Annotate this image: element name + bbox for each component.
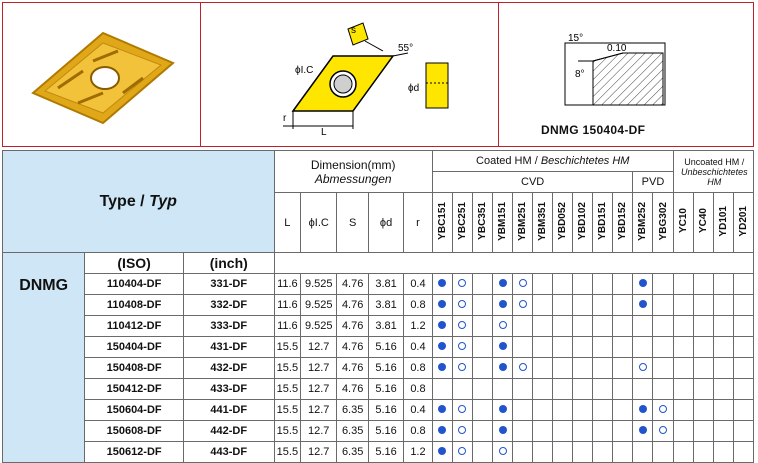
cell-s: 4.76 (337, 358, 369, 379)
cell-iso: 110412-DF (85, 316, 184, 337)
stock-open-dot (653, 421, 673, 442)
cell-L: 15.5 (274, 337, 301, 358)
cell-inch: 333-DF (183, 316, 274, 337)
stock-filled-dot (493, 421, 513, 442)
cell-ic: 12.7 (301, 379, 337, 400)
cell-iso: 110404-DF (85, 274, 184, 295)
grade-cell (533, 316, 553, 337)
stock-filled-dot (493, 400, 513, 421)
cell-d: 5.16 (369, 379, 404, 400)
grade-cell (472, 295, 492, 316)
cvd-header: CVD (432, 172, 632, 193)
cell-L: 15.5 (274, 442, 301, 463)
stock-open-dot (452, 337, 472, 358)
cell-s: 6.35 (337, 421, 369, 442)
grade-cell (533, 358, 553, 379)
grade-cell (673, 379, 693, 400)
cell-L: 11.6 (274, 295, 301, 316)
stock-filled-dot (432, 274, 452, 295)
cell-inch: 433-DF (183, 379, 274, 400)
grade-cell (673, 421, 693, 442)
cell-ic: 12.7 (301, 400, 337, 421)
grade-cell (553, 274, 573, 295)
insert-drawing (273, 11, 473, 141)
cell-ic: 12.7 (301, 421, 337, 442)
col-ic: ϕI.C (301, 193, 337, 253)
col-r: r (404, 193, 433, 253)
stock-open-dot (513, 358, 533, 379)
grade-cell (573, 274, 593, 295)
stock-filled-dot (493, 274, 513, 295)
grade-cell (713, 316, 733, 337)
grade-cell (693, 316, 713, 337)
grade-cell (573, 358, 593, 379)
grade-cell (693, 337, 713, 358)
grade-cell (472, 337, 492, 358)
grade-cell (713, 379, 733, 400)
stock-filled-dot (432, 295, 452, 316)
grade-label: YBD102 (577, 202, 589, 240)
type-header: Type / Typ (3, 151, 275, 253)
grade-cell (733, 337, 753, 358)
grade-cell (553, 337, 573, 358)
grade-cell (673, 316, 693, 337)
cell-inch: 331-DF (183, 274, 274, 295)
label-55: 55° (398, 43, 414, 54)
table-row (3, 400, 754, 421)
cell-s: 4.76 (337, 379, 369, 400)
cell-r: 0.4 (404, 400, 433, 421)
stock-open-dot (653, 400, 673, 421)
grade-cell (733, 295, 753, 316)
label-r: r (283, 113, 287, 124)
grade-cell (573, 379, 593, 400)
grade-cell (693, 274, 713, 295)
grade-cell (533, 274, 553, 295)
table-row (3, 421, 754, 442)
iso-header: (ISO) (85, 253, 184, 274)
grade-header (493, 193, 513, 253)
cell-inch: 332-DF (183, 295, 274, 316)
cell-iso: 110408-DF (85, 295, 184, 316)
stock-open-dot (452, 295, 472, 316)
cell-ic: 9.525 (301, 295, 337, 316)
grade-cell (733, 316, 753, 337)
label-d: ϕd (408, 83, 420, 94)
grade-cell (653, 274, 673, 295)
cell-r: 0.8 (404, 379, 433, 400)
stock-filled-dot (493, 295, 513, 316)
spec-table (2, 150, 754, 463)
grade-cell (533, 400, 553, 421)
grade-cell (673, 337, 693, 358)
grade-cell (553, 421, 573, 442)
grade-label: YBC151 (436, 202, 448, 240)
grade-cell (513, 421, 533, 442)
grade-cell (733, 274, 753, 295)
grade-header (713, 193, 733, 253)
cell-inch: 443-DF (183, 442, 274, 463)
grade-label: YBM351 (537, 201, 549, 241)
grade-cell (513, 379, 533, 400)
cell-ic: 9.525 (301, 274, 337, 295)
table-row (3, 379, 754, 400)
cell-d: 5.16 (369, 421, 404, 442)
grade-header (653, 193, 673, 253)
grade-header (613, 193, 633, 253)
grade-header (673, 193, 693, 253)
cell-s: 4.76 (337, 337, 369, 358)
grade-cell (553, 358, 573, 379)
grade-label: YBM151 (497, 201, 509, 241)
grade-label: YC40 (697, 208, 709, 234)
grade-cell (613, 379, 633, 400)
cell-iso: 150404-DF (85, 337, 184, 358)
grade-header (693, 193, 713, 253)
cell-L: 15.5 (274, 379, 301, 400)
grade-cell (553, 316, 573, 337)
cell-L: 15.5 (274, 358, 301, 379)
grade-cell (633, 379, 653, 400)
cell-s: 6.35 (337, 400, 369, 421)
grade-cell (553, 295, 573, 316)
grade-label: YD201 (737, 205, 749, 237)
grade-header (472, 193, 492, 253)
grade-label: YBD052 (557, 202, 569, 240)
grade-cell (593, 421, 613, 442)
grade-cell (713, 337, 733, 358)
grade-cell (713, 274, 733, 295)
cell-L: 15.5 (274, 400, 301, 421)
label-8: 8° (575, 69, 585, 80)
label-s: s (351, 25, 356, 36)
grade-cell (533, 421, 553, 442)
grade-label: YBD151 (597, 202, 609, 240)
table-row (3, 358, 754, 379)
grade-cell (613, 316, 633, 337)
grade-cell (593, 379, 613, 400)
grade-cell (693, 295, 713, 316)
grade-cell (472, 421, 492, 442)
cell-s: 6.35 (337, 442, 369, 463)
table-row (3, 316, 754, 337)
cell-ic: 12.7 (301, 358, 337, 379)
stock-open-dot (452, 274, 472, 295)
grade-cell (493, 379, 513, 400)
cell-iso: 150408-DF (85, 358, 184, 379)
cell-r: 0.8 (404, 358, 433, 379)
cell-inch: 442-DF (183, 421, 274, 442)
stock-filled-dot (493, 337, 513, 358)
grade-cell (693, 358, 713, 379)
table-row (3, 295, 754, 316)
grade-label: YBC251 (456, 202, 468, 240)
grade-cell (533, 337, 553, 358)
stock-open-dot (452, 316, 472, 337)
grade-label: YBM252 (637, 201, 649, 241)
cell-iso: 150604-DF (85, 400, 184, 421)
grade-cell (593, 337, 613, 358)
pvd-header: PVD (633, 172, 673, 193)
inch-header: (inch) (183, 253, 274, 274)
stock-filled-dot (432, 316, 452, 337)
grade-cell (613, 400, 633, 421)
grade-cell (533, 379, 553, 400)
cell-L: 11.6 (274, 316, 301, 337)
grade-cell (673, 400, 693, 421)
cell-r: 0.4 (404, 337, 433, 358)
grade-cell (653, 337, 673, 358)
grade-label: YBM251 (517, 201, 529, 241)
stock-open-dot (452, 400, 472, 421)
label-ic: ϕI.C (295, 65, 314, 76)
grade-header (573, 193, 593, 253)
grade-cell (513, 316, 533, 337)
table-row (3, 274, 754, 295)
grade-cell (553, 400, 573, 421)
stock-filled-dot (633, 421, 653, 442)
panel-divider (200, 3, 201, 146)
uncoated-header: Uncoated HM / Unbeschichtetes HM (673, 151, 753, 193)
grade-cell (472, 358, 492, 379)
grade-cell (472, 274, 492, 295)
cell-d: 5.16 (369, 442, 404, 463)
grade-cell (693, 421, 713, 442)
grade-cell (613, 337, 633, 358)
grade-cell (733, 400, 753, 421)
grade-cell (573, 316, 593, 337)
cell-d: 5.16 (369, 337, 404, 358)
cell-r: 0.8 (404, 421, 433, 442)
grade-cell (633, 337, 653, 358)
coated-header: Coated HM / Beschichtetes HM (432, 151, 673, 172)
grade-cell (432, 379, 452, 400)
illustration-panel (2, 2, 754, 147)
cell-s: 4.76 (337, 316, 369, 337)
grade-cell (513, 400, 533, 421)
grade-cell (452, 379, 472, 400)
cell-L: 15.5 (274, 421, 301, 442)
grade-cell (653, 358, 673, 379)
grade-cell (513, 337, 533, 358)
grade-cell (533, 295, 553, 316)
grade-cell (713, 400, 733, 421)
stock-filled-dot (432, 337, 452, 358)
grade-cell (573, 295, 593, 316)
dimension-header: Dimension(mm) Abmessungen (274, 151, 432, 193)
grade-cell (693, 379, 713, 400)
cell-s: 4.76 (337, 295, 369, 316)
stock-open-dot (513, 274, 533, 295)
cell-d: 5.16 (369, 400, 404, 421)
grade-header (553, 193, 573, 253)
grade-cell (573, 400, 593, 421)
stock-open-dot (633, 358, 653, 379)
cell-ic: 12.7 (301, 337, 337, 358)
grade-header (513, 193, 533, 253)
grade-label: YC10 (677, 208, 689, 234)
label-010: 0.10 (607, 43, 627, 54)
label-L: L (321, 127, 327, 138)
cell-r: 1.2 (404, 442, 433, 463)
grade-cell (573, 421, 593, 442)
grade-cell (593, 274, 613, 295)
cell-L: 11.6 (274, 274, 301, 295)
grade-cell (693, 400, 713, 421)
grade-header (633, 193, 653, 253)
grade-header (733, 193, 753, 253)
stock-open-dot (452, 421, 472, 442)
grade-cell (673, 295, 693, 316)
stock-filled-dot (493, 358, 513, 379)
cell-d: 3.81 (369, 316, 404, 337)
cell-iso: 150612-DF (85, 442, 184, 463)
grade-cell (613, 358, 633, 379)
grade-header (533, 193, 553, 253)
col-L: L (274, 193, 301, 253)
stock-filled-dot (432, 358, 452, 379)
panel-divider (498, 3, 499, 146)
label-15: 15° (568, 33, 584, 44)
grade-cell (593, 358, 613, 379)
col-s: S (337, 193, 369, 253)
grade-cell (593, 400, 613, 421)
grade-header (593, 193, 613, 253)
grade-cell (573, 337, 593, 358)
grade-label: YBC351 (477, 202, 488, 240)
grade-cell (673, 358, 693, 379)
grade-cell (593, 295, 613, 316)
grade-cell (472, 400, 492, 421)
grade-cell (653, 316, 673, 337)
table-row (3, 337, 754, 358)
header-spacer (274, 253, 754, 274)
cell-ic: 12.7 (301, 442, 337, 463)
cell-r: 1.2 (404, 316, 433, 337)
grade-label: YBD152 (617, 202, 629, 240)
insert-photo (23, 23, 183, 133)
stock-filled-dot (633, 295, 653, 316)
cell-d: 3.81 (369, 274, 404, 295)
grade-header (452, 193, 472, 253)
cell-r: 0.4 (404, 274, 433, 295)
cell-d: 3.81 (369, 295, 404, 316)
grade-cell (633, 316, 653, 337)
cell-iso: 150608-DF (85, 421, 184, 442)
grade-cell (713, 421, 733, 442)
cell-inch: 431-DF (183, 337, 274, 358)
grade-cell (733, 421, 753, 442)
stock-open-dot (513, 295, 533, 316)
grade-cell (613, 421, 633, 442)
grade-cell (733, 379, 753, 400)
cell-d: 5.16 (369, 358, 404, 379)
stock-filled-dot (432, 421, 452, 442)
grade-header (432, 193, 452, 253)
cell-inch: 432-DF (183, 358, 274, 379)
stock-filled-dot (633, 400, 653, 421)
stock-filled-dot (633, 274, 653, 295)
cell-inch: 441-DF (183, 400, 274, 421)
grade-cell (613, 295, 633, 316)
col-d: ϕd (369, 193, 404, 253)
cell-ic: 9.525 (301, 316, 337, 337)
insert-caption: DNMG 150404-DF (541, 123, 646, 137)
grade-cell (593, 316, 613, 337)
stock-open-dot (452, 358, 472, 379)
stock-filled-dot (432, 400, 452, 421)
grade-cell (553, 379, 573, 400)
cell-s: 4.76 (337, 274, 369, 295)
family-label: DNMG (3, 253, 85, 463)
grade-cell (733, 358, 753, 379)
grade-cell (713, 295, 733, 316)
grade-cell (653, 379, 673, 400)
grade-cell (613, 274, 633, 295)
grade-cell (713, 358, 733, 379)
grade-cell (472, 379, 492, 400)
grade-cell (673, 274, 693, 295)
grade-label: YBG302 (657, 201, 669, 241)
cell-r: 0.8 (404, 295, 433, 316)
grade-cell (653, 295, 673, 316)
stock-open-dot (493, 316, 513, 337)
grade-cell (472, 316, 492, 337)
edge-profile-drawing (563, 33, 678, 113)
grade-label: YD101 (717, 205, 729, 237)
cell-iso: 150412-DF (85, 379, 184, 400)
